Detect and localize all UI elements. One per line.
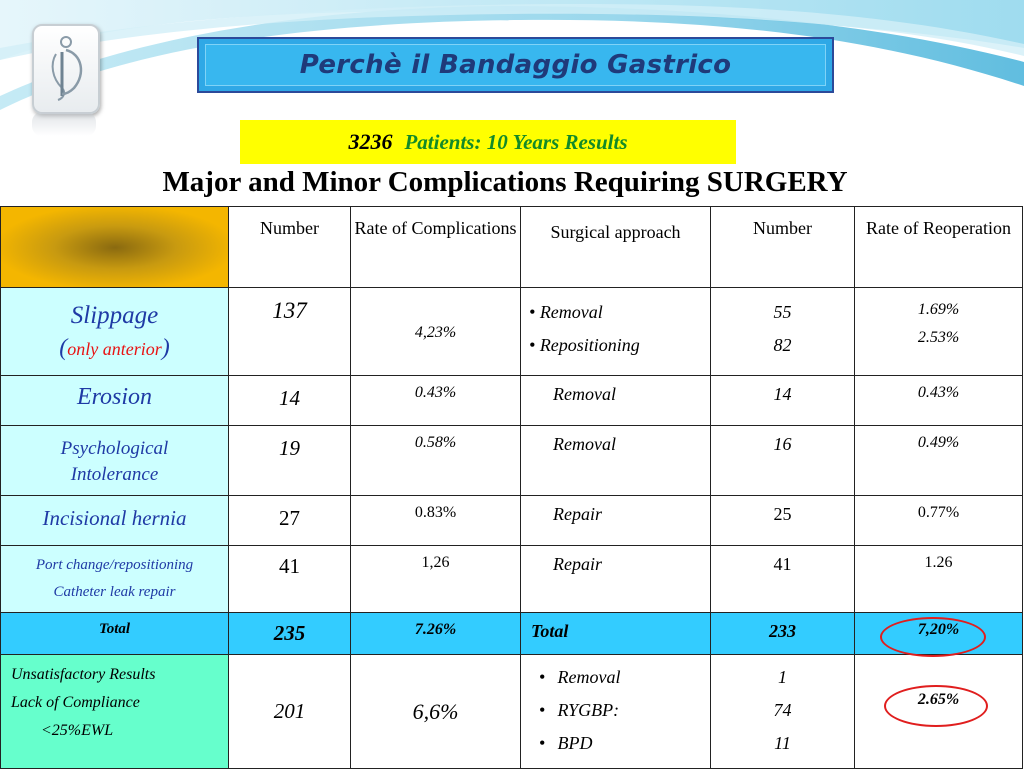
total-reop-number: 233 — [711, 613, 855, 655]
table-row — [1, 426, 1023, 496]
table-row — [1, 496, 1023, 546]
highlight-ellipse-total — [880, 617, 986, 657]
header-number-reop: Number — [711, 207, 855, 288]
unsat-line3: <25%EWL — [41, 722, 114, 739]
total-number: 235 — [229, 613, 351, 655]
unsat-reop-numbers — [711, 655, 855, 769]
erosion-approach: Removal — [521, 376, 711, 426]
unsat-line2: Lack of Compliance — [11, 694, 140, 711]
table-row — [1, 288, 1023, 376]
unsat-reop-rate: 2.65% — [855, 655, 1023, 769]
port-reop-number: 41 — [711, 546, 855, 613]
highlight-ellipse-unsat — [884, 685, 988, 727]
slide-title: Perchè il Bandaggio Gastrico — [299, 50, 732, 80]
psych-reop-rate: 0.49% — [855, 426, 1023, 496]
subtitle-banner — [240, 120, 736, 164]
port-label-line2: Catheter leak repair — [53, 584, 176, 600]
slippage-approach-2: Repositioning — [539, 335, 640, 355]
psych-label-line1: Psychological — [60, 438, 169, 459]
table-row — [1, 546, 1023, 613]
row-label-unsatisfactory — [1, 655, 229, 769]
hernia-reop-rate: 0.77% — [855, 496, 1023, 546]
total-rate: 7.26% — [351, 613, 521, 655]
unsat-reop-number-2: 74 — [773, 700, 792, 720]
patient-count: 3236 — [348, 129, 393, 154]
total-reop-rate: 7,20% — [855, 613, 1023, 655]
slippage-reop-rate-2: 2.53% — [917, 329, 960, 346]
hernia-number: 27 — [229, 496, 351, 546]
paren-close: ) — [161, 335, 170, 361]
unsat-reop-number-3: 11 — [774, 733, 791, 753]
slippage-reop-rates — [855, 288, 1023, 376]
hernia-rate: 0.83% — [351, 496, 521, 546]
port-number: 41 — [229, 546, 351, 613]
psych-number: 19 — [229, 426, 351, 496]
erosion-label: Erosion — [1, 376, 229, 426]
unsat-approach-2: RYGBP: — [557, 700, 620, 720]
unsat-reop-number-1: 1 — [778, 667, 787, 687]
unsat-approach-3: BPD — [557, 733, 593, 753]
row-label-slippage — [1, 288, 229, 376]
unsat-rate: 6,6% — [351, 655, 521, 769]
slippage-reop-rate-1: 1.69% — [917, 301, 960, 318]
erosion-number: 14 — [229, 376, 351, 426]
erosion-rate: 0.43% — [351, 376, 521, 426]
unsat-approaches: • Removal • RYGBP: • BPD — [521, 655, 711, 769]
total-row — [1, 613, 1023, 655]
slippage-rate: 4,23% — [351, 288, 521, 376]
slippage-approach-1: Removal — [539, 302, 603, 322]
header-rate-complications: Rate of Complications — [351, 207, 521, 288]
logo-reflection — [32, 112, 96, 136]
slippage-note: only anterior — [67, 339, 162, 359]
complications-table — [0, 206, 1023, 769]
slippage-approaches: • Removal • Repositioning — [521, 288, 711, 376]
logo-mark-icon — [42, 34, 90, 104]
slide-title-box — [197, 37, 834, 93]
total-label: Total — [1, 613, 229, 655]
unsat-approach-1: Removal — [557, 667, 621, 687]
port-approach: Repair — [521, 546, 711, 613]
header-rate-reoperation: Rate of Reoperation — [855, 207, 1023, 288]
psych-reop-number: 16 — [711, 426, 855, 496]
hernia-label: Incisional hernia — [1, 496, 229, 546]
row-label-port — [1, 546, 229, 613]
header-row — [1, 207, 1023, 288]
header-surgical-approach: Surgical approach — [521, 207, 711, 288]
psych-rate: 0.58% — [351, 426, 521, 496]
slippage-number: 137 — [229, 288, 351, 376]
psych-label-line2: Intolerance — [70, 464, 159, 485]
unsat-number: 201 — [229, 655, 351, 769]
row-label-psych — [1, 426, 229, 496]
erosion-reop-number: 14 — [711, 376, 855, 426]
logo — [32, 24, 100, 114]
unsat-line1: Unsatisfactory Results — [11, 666, 156, 683]
hernia-reop-number: 25 — [711, 496, 855, 546]
corner-cell — [1, 207, 229, 288]
port-rate: 1,26 — [351, 546, 521, 613]
paren-open: ( — [59, 335, 68, 361]
port-reop-rate: 1.26 — [855, 546, 1023, 613]
header-number: Number — [229, 207, 351, 288]
psych-approach: Removal — [521, 426, 711, 496]
erosion-reop-rate: 0.43% — [855, 376, 1023, 426]
total-approach-label: Total — [521, 613, 711, 655]
slippage-label: Slippage — [70, 302, 159, 329]
slippage-reop-numbers — [711, 288, 855, 376]
table-row — [1, 376, 1023, 426]
subtitle-text: Patients: 10 Years Results — [404, 129, 628, 154]
hernia-approach: Repair — [521, 496, 711, 546]
slippage-reop-number-2: 82 — [773, 335, 792, 355]
port-label-line1: Port change/repositioning — [35, 557, 194, 573]
unsatisfactory-row — [1, 655, 1023, 769]
table-heading: Major and Minor Complications Requiring SURGERY — [162, 166, 848, 198]
slippage-reop-number-1: 55 — [773, 302, 792, 322]
